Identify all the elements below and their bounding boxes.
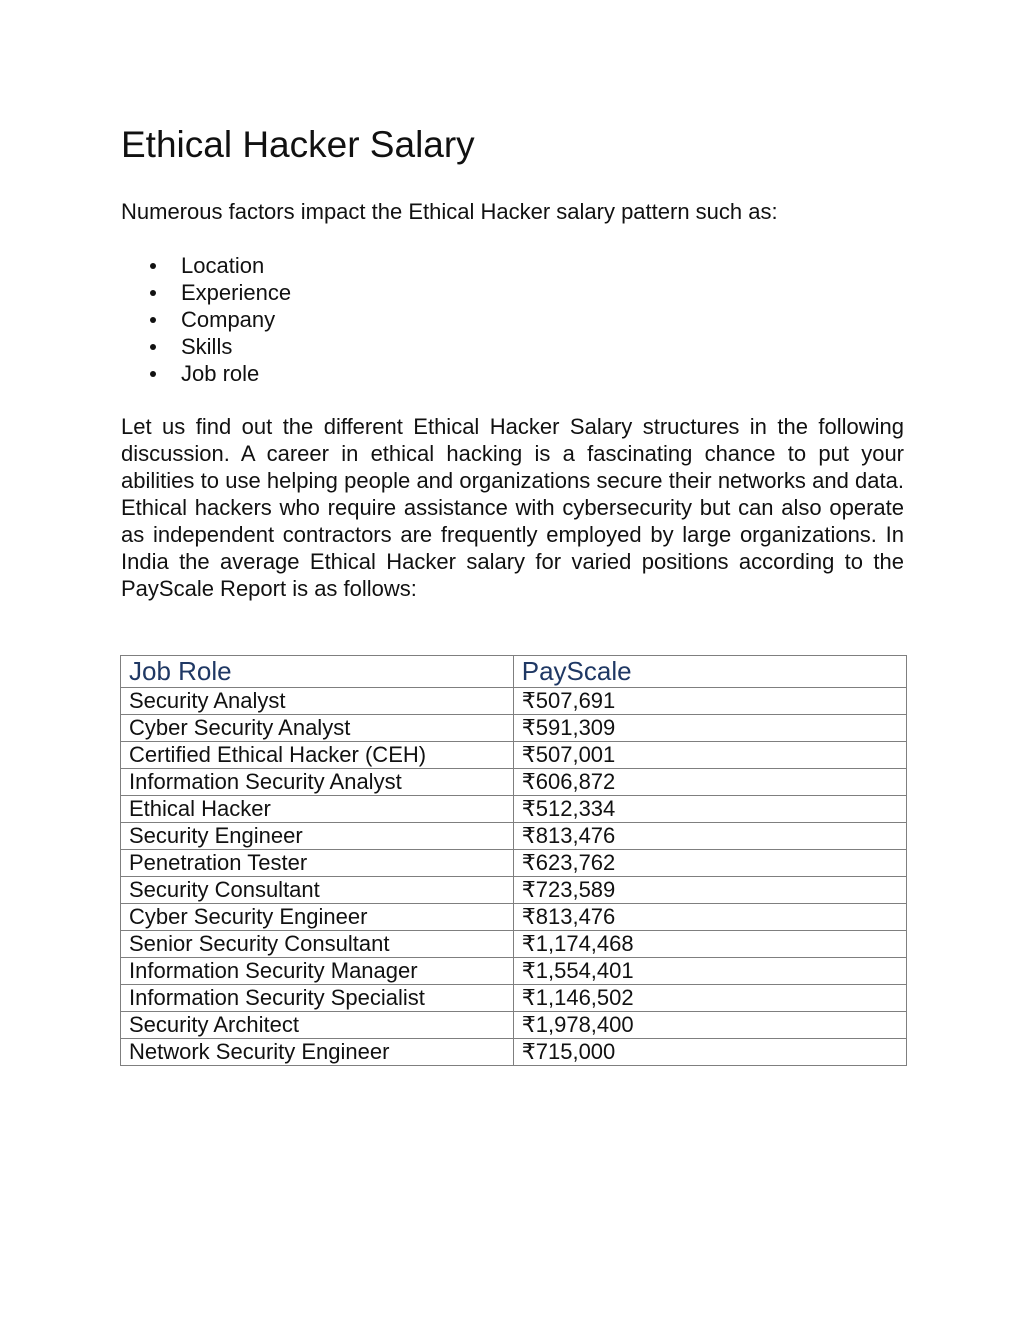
pay-cell: ₹591,309	[513, 715, 906, 742]
job-role-cell: Security Architect	[121, 1012, 514, 1039]
list-item	[121, 252, 291, 279]
list-item	[121, 279, 291, 306]
pay-cell: ₹507,691	[513, 688, 906, 715]
list-item-label: Company	[181, 307, 276, 332]
table-row	[121, 931, 907, 958]
pay-cell: ₹715,000	[513, 1039, 906, 1066]
job-role-cell: Information Security Specialist	[121, 985, 514, 1012]
job-role-cell: Information Security Manager	[121, 958, 514, 985]
table-row	[121, 1012, 907, 1039]
pay-cell: ₹507,001	[513, 742, 906, 769]
table-row	[121, 850, 907, 877]
pay-cell: ₹723,589	[513, 877, 906, 904]
job-role-cell: Senior Security Consultant	[121, 931, 514, 958]
table-row	[121, 715, 907, 742]
job-role-cell: Security Analyst	[121, 688, 514, 715]
pay-cell: ₹623,762	[513, 850, 906, 877]
pay-cell: ₹813,476	[513, 823, 906, 850]
list-item	[121, 333, 291, 360]
pay-cell: ₹512,334	[513, 796, 906, 823]
list-item	[121, 360, 291, 387]
pay-cell: ₹606,872	[513, 769, 906, 796]
salary-table	[120, 655, 907, 1066]
table-row	[121, 742, 907, 769]
table-row	[121, 1039, 907, 1066]
table-row	[121, 796, 907, 823]
list-item-label: Location	[181, 253, 265, 278]
table-row	[121, 904, 907, 931]
bullet-icon	[150, 344, 156, 350]
table-row	[121, 958, 907, 985]
pay-cell: ₹1,554,401	[513, 958, 906, 985]
bullet-icon	[150, 317, 156, 323]
table-header-row	[121, 656, 907, 688]
list-item-label: Job role	[181, 361, 260, 386]
table-row	[121, 769, 907, 796]
pay-cell: ₹1,174,468	[513, 931, 906, 958]
bullet-icon	[150, 371, 156, 377]
job-role-cell: Certified Ethical Hacker (CEH)	[121, 742, 514, 769]
intro-text: Numerous factors impact the Ethical Hacker salary pattern such as:	[121, 199, 778, 224]
list-item	[121, 306, 291, 333]
job-role-cell: Cyber Security Engineer	[121, 904, 514, 931]
page-title: Ethical Hacker Salary	[121, 124, 475, 165]
header-job-role: Job Role	[121, 656, 514, 688]
job-role-cell: Cyber Security Analyst	[121, 715, 514, 742]
bullet-icon	[150, 263, 156, 269]
factor-list	[121, 252, 291, 387]
bullet-icon	[150, 290, 156, 296]
pay-cell: ₹1,146,502	[513, 985, 906, 1012]
table-row	[121, 985, 907, 1012]
job-role-cell: Information Security Analyst	[121, 769, 514, 796]
job-role-cell: Security Engineer	[121, 823, 514, 850]
table-row	[121, 823, 907, 850]
list-item-label: Skills	[181, 334, 233, 359]
job-role-cell: Network Security Engineer	[121, 1039, 514, 1066]
header-payscale: PayScale	[513, 656, 906, 688]
table-row	[121, 877, 907, 904]
body-paragraph: Let us find out the different Ethical Hacker Salary structures in the following discussion. A career in ethical hacking is a fascinating chance to put your abilities to use helping people and organizations secure their networks and data. Ethical hackers who require assistance with cybersecurity but can also operate as independent contractors are frequently employed by large organizations. In India the average Ethical Hacker salary for varied positions according to the PayScale Report is as follows:	[121, 414, 904, 601]
pay-cell: ₹1,978,400	[513, 1012, 906, 1039]
table-row	[121, 688, 907, 715]
pay-cell: ₹813,476	[513, 904, 906, 931]
job-role-cell: Penetration Tester	[121, 850, 514, 877]
list-item-label: Experience	[181, 280, 292, 305]
job-role-cell: Ethical Hacker	[121, 796, 514, 823]
job-role-cell: Security Consultant	[121, 877, 514, 904]
